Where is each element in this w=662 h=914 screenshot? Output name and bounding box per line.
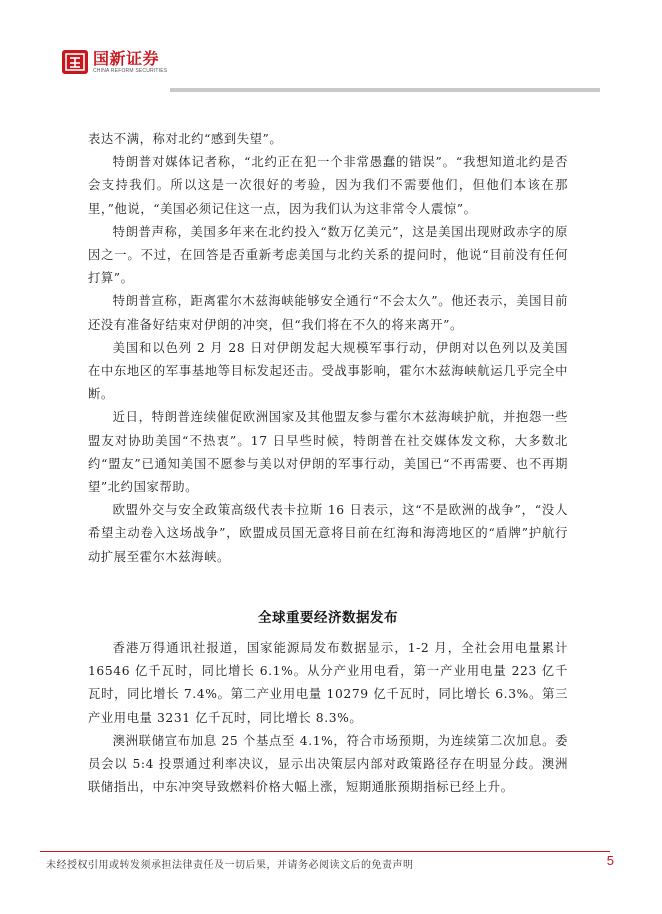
- paragraph: 香港万得通讯社报道，国家能源局发布数据显示，1-2 月，全社会用电量累计 16546 亿千瓦时，同比增长 6.1%。从分产业用电看，第一产业用电量 223 亿千瓦时，同比增长 7.4%。第二产业用电量 10279 亿千瓦时，同比增长 6.3%。第三产业用电量 3231 亿千瓦时，同比增长 8.3%。: [88, 641, 568, 725]
- paragraph: 特朗普对媒体记者称，“北约正在犯一个非常愚蠢的错误”。“我想知道北约是否会支持我们。所以这是一次很好的考验，因为我们不需要他们，但他们本该在那里，”他说，“美国必须记住这一点，因为我们认为这非常令人震惊”。: [88, 155, 568, 216]
- paragraph: 特朗普宣称，距离霍尔木兹海峡能够安全通行“不会太久”。他还表示，美国目前还没有准备好结束对伊朗的冲突，但“我们将在不久的将来离开”。: [88, 294, 568, 332]
- page-number: 5: [606, 853, 614, 868]
- paragraph: 美国和以色列 2 月 28 日对伊朗发起大规模军事行动，伊朗对以色列以及美国在中东地区的军事基地等目标发起还击。受战事影响，霍尔木兹海峡航运几乎完全中断。: [88, 340, 568, 402]
- page-header: [0, 0, 662, 100]
- footer-disclaimer: 未经授权引用或转发须承担法律责任及一切后果，并请务必阅读文后的免责声明: [46, 860, 414, 871]
- paragraph: 近日，特朗普连续催促欧洲国家及其他盟友参与霍尔木兹海峡护航，并抱怨一些盟友对协助美国“不热衷”。17 日早些时候，特朗普在社交媒体发文称，大多数北约“盟友”已通知美国不愿参与美以对伊朗的军事行动，美国已“不再需要、也不再期望”北约国家帮助。: [88, 410, 568, 495]
- article-body: [88, 128, 568, 569]
- company-logo: [62, 50, 167, 74]
- economic-data-section: [88, 637, 568, 799]
- header-divider: [170, 88, 600, 92]
- paragraph: 澳洲联储宣布加息 25 个基点至 4.1%，符合市场预期，为连续第二次加息。委员会以 5:4 投票通过利率决议，显示出决策层内部对政策路径存在明显分歧。澳洲联储指出，中东冲突导致燃料价格大幅上涨，短期通胀预期指标已经上升。: [88, 733, 568, 795]
- paragraph: 表达不满，称对北约“感到失望”。: [88, 132, 283, 146]
- section-title: 全球重要经济数据发布: [258, 610, 398, 626]
- paragraph: 特朗普声称，美国多年来在北约投入“数万亿美元”，这是美国出现财政赤字的原因之一。不过，在回答是否重新考虑美国与北约关系的提问时，他说“目前没有任何打算”。: [88, 224, 568, 286]
- logo-chinese-name: 国新证券: [93, 48, 160, 68]
- footer-divider: [40, 851, 610, 852]
- logo-english-name: CHINA REFORM SECURITIES: [93, 67, 168, 74]
- paragraph: 欧盟外交与安全政策高级代表卡拉斯 16 日表示，这“不是欧洲的战争”，“没人希望主动卷入这场战争”，欧盟成员国无意将目前在红海和海湾地区的“盾牌”护航行动扩展至霍尔木兹海峡。: [88, 503, 568, 564]
- china-reform-logo-icon: [62, 50, 88, 74]
